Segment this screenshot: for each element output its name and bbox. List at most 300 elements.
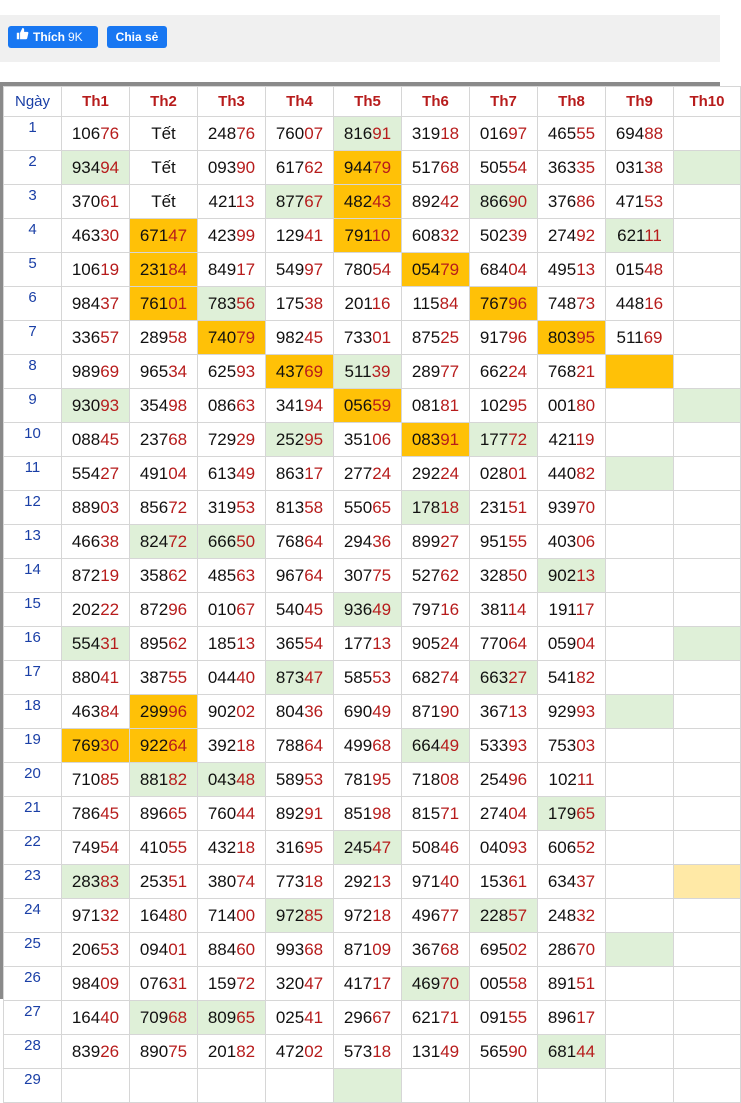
result-cell: Tết [130,151,198,185]
result-tail-digits: 02 [508,939,528,959]
result-tail-digits: 96 [508,293,528,313]
table-row [4,661,741,695]
result-tail-digits: 70 [440,973,460,993]
result-head-digits: 791 [344,225,372,245]
result-tail-digits: 67 [304,191,324,211]
result-cell [266,593,334,627]
result-tail-digits: 76 [236,123,256,143]
result-head-digits: 471 [615,191,645,211]
result-cell [606,355,674,389]
result-tail-digits: 62 [440,565,460,585]
result-head-digits: 054 [411,259,441,279]
result-head-digits: 102 [548,769,577,789]
result-tail-digits: 90 [236,157,256,177]
day-cell: 21 [4,797,62,831]
result-head-digits: 031 [615,157,645,177]
result-head-digits: 965 [139,361,169,381]
result-cell [470,627,538,661]
result-head-digits: 733 [343,327,373,347]
result-head-digits: 351 [343,429,373,449]
result-tail-digits: 32 [440,225,460,245]
result-head-digits: 872 [71,565,101,585]
result-cell [538,219,606,253]
result-head-digits: 671 [139,225,169,245]
table-row [4,797,741,831]
result-cell [62,525,130,559]
result-tail-digits: 94 [100,157,120,177]
day-cell: 29 [4,1069,62,1103]
result-cell [130,1069,198,1103]
result-head-digits: 613 [207,463,237,483]
result-cell [334,321,402,355]
result-tail-digits: 24 [372,463,392,483]
result-head-digits: 884 [207,939,237,959]
result-tail-digits: 45 [304,599,324,619]
result-tail-digits: 27 [440,531,460,551]
share-button[interactable]: Chia sẻ [107,26,167,48]
result-cell [470,287,538,321]
result-cell [674,287,741,321]
result-tail-digits: 93 [508,837,528,857]
day-cell: 7 [4,321,62,355]
result-head-digits: 028 [479,463,509,483]
result-cell [470,763,538,797]
result-head-digits: 936 [343,599,373,619]
result-tail-digits: 11 [576,769,595,789]
result-tail-digits: 48 [644,259,664,279]
day-cell: 18 [4,695,62,729]
result-head-digits: 403 [547,531,577,551]
result-cell [470,491,538,525]
results-table-container[interactable] [0,82,725,1088]
result-tail-digits: 01 [168,939,188,959]
result-cell [130,627,198,661]
result-cell [606,831,674,865]
table-row [4,117,741,151]
result-head-digits: 740 [207,327,237,347]
result-cell [130,831,198,865]
table-row [4,559,741,593]
result-head-digits: 663 [479,667,509,687]
result-cell [334,1001,402,1035]
result-cell [674,559,741,593]
result-cell [674,967,741,1001]
result-head-digits: 178 [411,497,441,517]
result-cell [538,287,606,321]
result-head-digits: 804 [275,701,305,721]
result-head-digits: 621 [617,225,645,245]
table-row [4,321,741,355]
result-cell [606,491,674,525]
result-head-digits: 902 [207,701,237,721]
result-cell [198,1069,266,1103]
result-cell [334,185,402,219]
result-head-digits: 511 [616,327,644,347]
result-cell [606,1069,674,1103]
result-cell [266,321,334,355]
result-cell [402,763,470,797]
result-cell [334,491,402,525]
result-cell [470,729,538,763]
result-tail-digits: 61 [100,191,120,211]
result-head-digits: 088 [71,429,101,449]
result-head-digits: 159 [207,973,237,993]
table-row [4,1035,741,1069]
result-cell [538,491,606,525]
result-cell [538,559,606,593]
result-tail-digits: 58 [304,497,324,517]
day-cell: 1 [4,117,62,151]
result-tail-digits: 68 [440,939,460,959]
result-head-digits: 206 [71,939,101,959]
result-head-digits: 081 [411,395,441,415]
result-tail-digits: 92 [576,225,596,245]
result-tail-digits: 03 [100,497,120,517]
result-tail-digits: 72 [236,973,256,993]
result-tail-digits: 53 [236,497,256,517]
result-head-digits: 905 [411,633,441,653]
result-head-digits: 025 [275,1007,305,1027]
result-tail-digits: 74 [236,871,256,891]
result-head-digits: 666 [207,531,237,551]
table-row [4,355,741,389]
result-cell [606,899,674,933]
result-cell [674,1001,741,1035]
result-cell [334,1069,402,1103]
result-tail-digits: 27 [508,667,528,687]
result-tail-digits: 08 [440,769,460,789]
result-cell [470,933,538,967]
result-cell [62,627,130,661]
result-tail-digits: 69 [643,327,663,347]
result-tail-digits: 80 [168,905,188,925]
result-tail-digits: 47 [304,667,324,687]
result-cell [606,729,674,763]
result-tail-digits: 14 [507,599,527,619]
result-head-digits: 289 [411,361,441,381]
result-tail-digits: 96 [168,599,188,619]
result-head-digits: 768 [275,531,305,551]
result-cell [198,321,266,355]
result-head-digits: 816 [343,123,373,143]
result-cell [62,593,130,627]
result-head-digits: 527 [411,565,441,585]
result-cell [538,967,606,1001]
result-tail-digits: 04 [576,633,596,653]
result-tail-digits: 18 [372,905,392,925]
result-head-digits: 662 [479,361,509,381]
result-tail-digits: 58 [508,973,528,993]
result-cell [198,423,266,457]
month-column-header: Th5 [334,87,402,117]
result-tail-digits: 77 [440,905,460,925]
result-cell [198,933,266,967]
result-cell [606,967,674,1001]
result-head-digits: 076 [139,973,169,993]
result-tail-digits: 04 [168,463,188,483]
result-cell [62,389,130,423]
table-row [4,457,741,491]
result-cell [198,1001,266,1035]
result-head-digits: 254 [479,769,509,789]
result-cell [334,763,402,797]
result-head-digits: 989 [71,361,101,381]
result-head-digits: 769 [71,735,101,755]
result-head-digits: 296 [343,1007,373,1027]
result-tail-digits: 65 [576,803,596,823]
result-tail-digits: 60 [236,939,256,959]
table-row [4,389,741,423]
result-cell [470,151,538,185]
result-head-digits: 729 [207,429,237,449]
result-cell [334,627,402,661]
table-row [4,1001,741,1035]
result-tail-digits: 41 [304,1007,324,1027]
result-cell [674,457,741,491]
result-cell [334,967,402,1001]
result-cell [538,185,606,219]
result-cell [402,491,470,525]
result-tail-digits: 24 [440,633,460,653]
day-cell: 28 [4,1035,62,1069]
result-tail-digits: 68 [168,1007,188,1027]
result-cell [538,831,606,865]
result-head-digits: 682 [411,667,441,687]
result-tail-digits: 51 [576,973,596,993]
result-tail-digits: 17 [372,973,392,993]
result-tail-digits: 82 [576,667,596,687]
result-head-digits: 094 [139,939,169,959]
day-cell: 5 [4,253,62,287]
result-head-digits: 328 [479,565,509,585]
result-cell [130,729,198,763]
result-cell [674,491,741,525]
result-head-digits: 606 [547,837,577,857]
result-tail-digits: 13 [372,633,392,653]
result-head-digits: 634 [547,871,577,891]
result-tail-digits: 18 [236,837,256,857]
result-tail-digits: 49 [440,735,460,755]
result-cell [674,151,741,185]
result-head-digits: 875 [411,327,441,347]
result-cell [674,627,741,661]
result-head-digits: 245 [343,837,373,857]
result-cell [62,831,130,865]
result-tail-digits: 01 [168,293,188,313]
result-cell [402,525,470,559]
result-head-digits: 971 [71,905,101,925]
result-tail-digits: 85 [100,769,120,789]
result-cell [266,627,334,661]
result-cell [674,185,741,219]
result-tail-digits: 50 [508,565,528,585]
result-tail-digits: 46 [440,837,460,857]
result-head-digits: 951 [479,531,509,551]
result-head-digits: 307 [343,565,373,585]
day-cell: 22 [4,831,62,865]
result-head-digits: 367 [411,939,441,959]
result-cell [334,729,402,763]
result-cell [470,1069,538,1103]
result-head-digits: 690 [343,701,373,721]
result-cell [198,117,266,151]
result-head-digits: 283 [71,871,101,891]
result-tail-digits: 31 [100,633,120,653]
result-tail-digits: 49 [372,701,392,721]
result-tail-digits: 90 [508,191,528,211]
result-tail-digits: 83 [100,871,120,891]
result-head-digits: 749 [71,837,101,857]
result-tail-digits: 41 [304,225,324,245]
result-tail-digits: 16 [644,293,664,313]
result-head-digits: 387 [139,667,169,687]
result-head-digits: 767 [479,293,509,313]
result-cell [130,797,198,831]
result-cell [402,117,470,151]
result-cell [334,389,402,423]
result-head-digits: 871 [343,939,373,959]
result-head-digits: 380 [207,871,237,891]
result-head-digits: 463 [71,225,101,245]
result-tail-digits: 01 [372,327,392,347]
like-button[interactable] [8,26,98,48]
result-cell [538,389,606,423]
result-head-digits: 440 [547,463,577,483]
result-head-digits: 319 [411,123,441,143]
result-tail-digits: 93 [576,701,596,721]
result-tail-digits: 82 [168,769,188,789]
result-cell [538,525,606,559]
result-cell [674,797,741,831]
result-tail-digits: 51 [168,871,188,891]
result-cell [334,593,402,627]
result-cell [62,355,130,389]
result-cell [606,457,674,491]
result-tail-digits: 32 [576,905,596,925]
result-head-digits: 274 [547,225,577,245]
result-cell [606,593,674,627]
result-cell [130,865,198,899]
result-head-digits: 341 [275,395,305,415]
result-tail-digits: 41 [100,667,120,687]
result-cell [538,253,606,287]
result-cell [334,219,402,253]
result-cell [62,763,130,797]
result-tail-digits: 34 [168,361,188,381]
result-cell [62,865,130,899]
result-cell [334,457,402,491]
result-tail-digits: 95 [304,429,324,449]
result-cell [606,423,674,457]
result-cell [334,253,402,287]
result-head-digits: 177 [479,429,509,449]
result-head-digits: 286 [547,939,577,959]
result-cell [198,661,266,695]
day-cell: 13 [4,525,62,559]
table-row [4,423,741,457]
result-cell [198,389,266,423]
result-cell [198,185,266,219]
result-cell [674,899,741,933]
result-tail-digits: 68 [372,735,392,755]
result-tail-digits: 91 [372,123,392,143]
result-head-digits: 336 [71,327,101,347]
result-tail-digits: 55 [508,531,528,551]
result-cell [538,423,606,457]
day-cell: 17 [4,661,62,695]
day-cell: 15 [4,593,62,627]
result-tail-digits: 36 [372,531,392,551]
result-cell [606,661,674,695]
result-cell [402,729,470,763]
result-head-digits: 202 [71,599,101,619]
result-cell [130,355,198,389]
result-head-digits: 248 [547,905,577,925]
result-head-digits: 549 [275,259,305,279]
result-tail-digits: 64 [168,735,188,755]
result-head-digits: 482 [343,191,373,211]
result-tail-digits: 54 [372,259,392,279]
result-cell [130,695,198,729]
result-head-digits: 896 [547,1007,577,1027]
result-head-digits: 423 [207,225,237,245]
result-cell [266,389,334,423]
result-tail-digits: 18 [440,123,460,143]
result-head-digits: 684 [479,259,509,279]
result-tail-digits: 93 [100,395,120,415]
result-cell [266,559,334,593]
result-cell [538,661,606,695]
result-cell [266,899,334,933]
result-cell [130,899,198,933]
result-tail-digits: 94 [304,395,324,415]
result-tail-digits: 47 [372,837,392,857]
result-head-digits: 873 [275,667,305,687]
result-tail-digits: 91 [304,803,324,823]
result-tail-digits: 01 [508,463,528,483]
result-tail-digits: 86 [576,191,596,211]
result-head-digits: 191 [548,599,576,619]
result-head-digits: 102 [479,395,509,415]
result-head-digits: 363 [547,157,577,177]
result-tail-digits: 32 [100,905,120,925]
result-head-digits: 681 [547,1041,577,1061]
result-cell [470,967,538,1001]
result-cell [470,695,538,729]
result-cell [198,219,266,253]
result-cell [470,1001,538,1035]
result-head-digits: 621 [411,1007,441,1027]
result-cell [606,287,674,321]
result-cell [470,831,538,865]
result-head-digits: 748 [547,293,577,313]
result-tail-digits: 35 [576,157,596,177]
result-head-digits: 001 [547,395,577,415]
result-cell [198,593,266,627]
result-head-digits: 714 [207,905,237,925]
result-head-digits: 437 [275,361,305,381]
result-cell [402,627,470,661]
result-head-digits: 967 [275,565,305,585]
result-head-digits: 550 [343,497,373,517]
result-head-digits: 201 [344,293,372,313]
result-head-digits: 866 [479,191,509,211]
result-head-digits: 565 [479,1041,509,1061]
result-head-digits: 472 [275,1041,305,1061]
result-head-digits: 274 [479,803,509,823]
day-cell: 2 [4,151,62,185]
result-tail-digits: 99 [236,225,256,245]
